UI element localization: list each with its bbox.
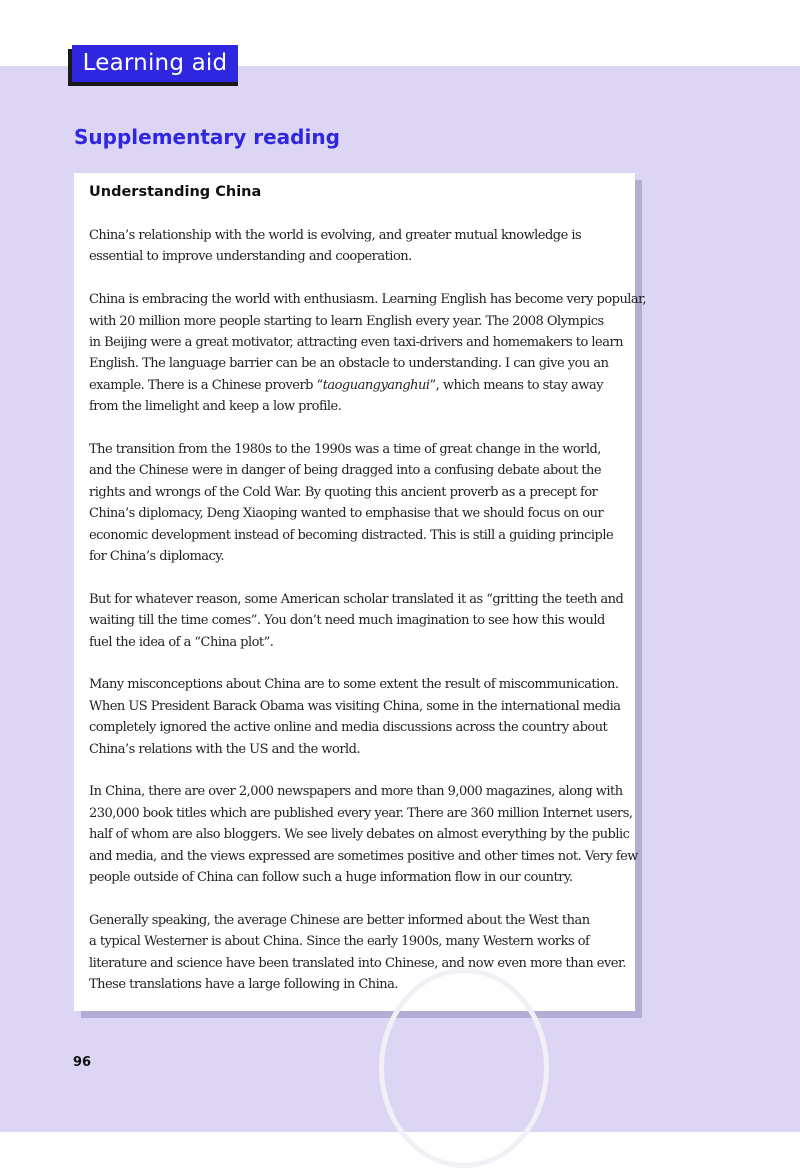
text-line: China’s relationship with the world is evolving, and greater mutual knowledge is [89, 228, 582, 243]
watermark-seal [379, 968, 549, 1168]
text-line: and media, and the views expressed are sometimes positive and other times not. Very few [89, 848, 638, 864]
text-line: half of whom are also bloggers. We see lively debates on almost everything by the public [89, 827, 630, 843]
paragraph [89, 781, 638, 888]
text-line: These translations have a large following in China. [89, 977, 398, 993]
text-line: essential to improve understanding and cooperation. [89, 249, 412, 265]
text-line: China’s relations with the US and the world. [89, 741, 361, 757]
paragraph-gap [89, 268, 625, 289]
text-line: economic development instead of becoming distracted. This is still a guiding principle [89, 527, 614, 543]
text-line: But for whatever reason, some American scholar translated it as “gritting the teeth and [89, 591, 624, 607]
paragraph [89, 225, 625, 268]
learning-aid-tag: Learning aid [72, 45, 238, 82]
paragraph [89, 674, 625, 760]
text-line: When US President Barack Obama was visiting China, some in the international media [89, 698, 621, 714]
text-line: example. There is a Chinese proverb “taoguangyanghui”, which means to stay away [89, 377, 604, 393]
paragraph-gap [89, 653, 625, 674]
text-line: Generally speaking, the average Chinese are better informed about the West than [89, 912, 590, 928]
card-title: Understanding China [89, 184, 262, 200]
text-line: a typical Westerner is about China. Since the early 1900s, many Western works of [89, 934, 590, 950]
text-line: In China, there are over 2,000 newspapers and more than 9,000 magazines, along with [89, 784, 623, 800]
text-line: people outside of China can follow such a huge information flow in our country. [89, 870, 573, 886]
paragraph [89, 289, 647, 417]
text-line: English. The language barrier can be an obstacle to understanding. I can give you an [89, 356, 609, 372]
card-body [89, 225, 647, 996]
section-title: Supplementary reading [74, 125, 340, 149]
paragraph [89, 910, 625, 996]
paragraph-gap [89, 889, 625, 910]
text-line: 230,000 book titles which are published every year. There are 360 million Internet users, [89, 805, 633, 821]
text-line: Many misconceptions about China are to some extent the result of miscommunication. [89, 677, 619, 693]
text-line: literature and science have been translated into Chinese, and now even more than ever. [89, 955, 626, 971]
text-line: for China’s diplomacy. [89, 549, 224, 565]
text-line: China’s diplomacy, Deng Xiaoping wanted to emphasise that we should focus on our [89, 506, 604, 522]
text-line: rights and wrongs of the Cold War. By quoting this ancient proverb as a precept for [89, 484, 598, 500]
page-number: 96 [73, 1055, 92, 1070]
text-line: and the Chinese were in danger of being dragged into a confusing debate about the [89, 463, 602, 479]
paragraph-gap [89, 418, 625, 439]
paragraph-gap [89, 760, 625, 781]
text-line: China is embracing the world with enthusiasm. Learning English has become very popular, [89, 292, 647, 308]
text-line: The transition from the 1980s to the 1990s was a time of great change in the world, [89, 442, 601, 458]
reading-card [74, 173, 647, 1011]
text-line: in Beijing were a great motivator, attracting even taxi-drivers and homemakers to learn [89, 335, 623, 351]
text-line: fuel the idea of a “China plot”. [89, 634, 274, 650]
paragraph [89, 439, 625, 567]
text-line: waiting till the time comes”. You don’t need much imagination to see how this would [89, 613, 605, 629]
text-line: from the limelight and keep a low profile. [89, 399, 342, 415]
paragraph [89, 589, 625, 653]
text-line: with 20 million more people starting to learn English every year. The 2008 Olympics [89, 313, 604, 329]
paragraph-gap [89, 567, 625, 588]
text-line: completely ignored the active online and media discussions across the country about [89, 720, 608, 736]
